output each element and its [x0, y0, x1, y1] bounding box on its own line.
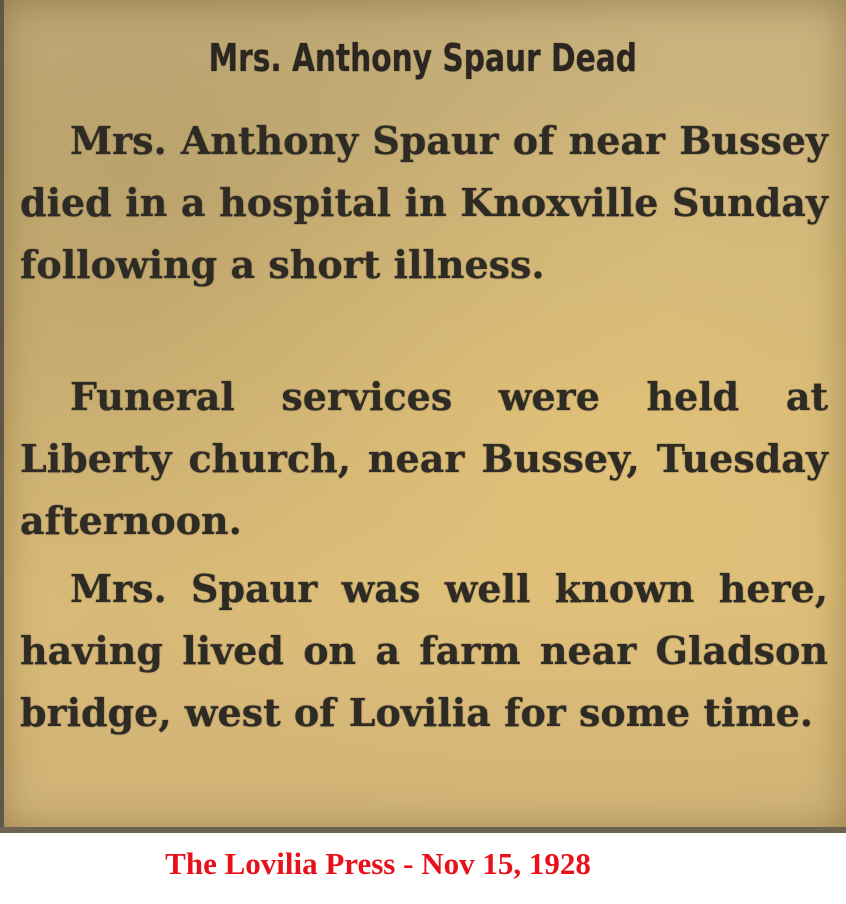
article-paragraph-1 [20, 110, 828, 296]
source-caption: The Lovilia Press - Nov 15, 1928 [165, 846, 591, 881]
article-paragraph-3 [20, 558, 828, 744]
article-headline: Mrs. Anthony Spaur Dead [208, 36, 637, 80]
clipping-edge [0, 0, 4, 833]
article-paragraph-2 [20, 366, 828, 552]
paragraph-2-text: Funeral services were held at Liberty church, near Bussey, Tuesday afternoon. [20, 374, 828, 543]
paragraph-3-text: Mrs. Spaur was well known here, having lived on a farm near Gladson bridge, west of Lovilia for some time. [20, 566, 828, 735]
paragraph-1-text: Mrs. Anthony Spaur of near Bussey died in a hospital in Knoxville Sunday following a short illness. [20, 118, 828, 287]
